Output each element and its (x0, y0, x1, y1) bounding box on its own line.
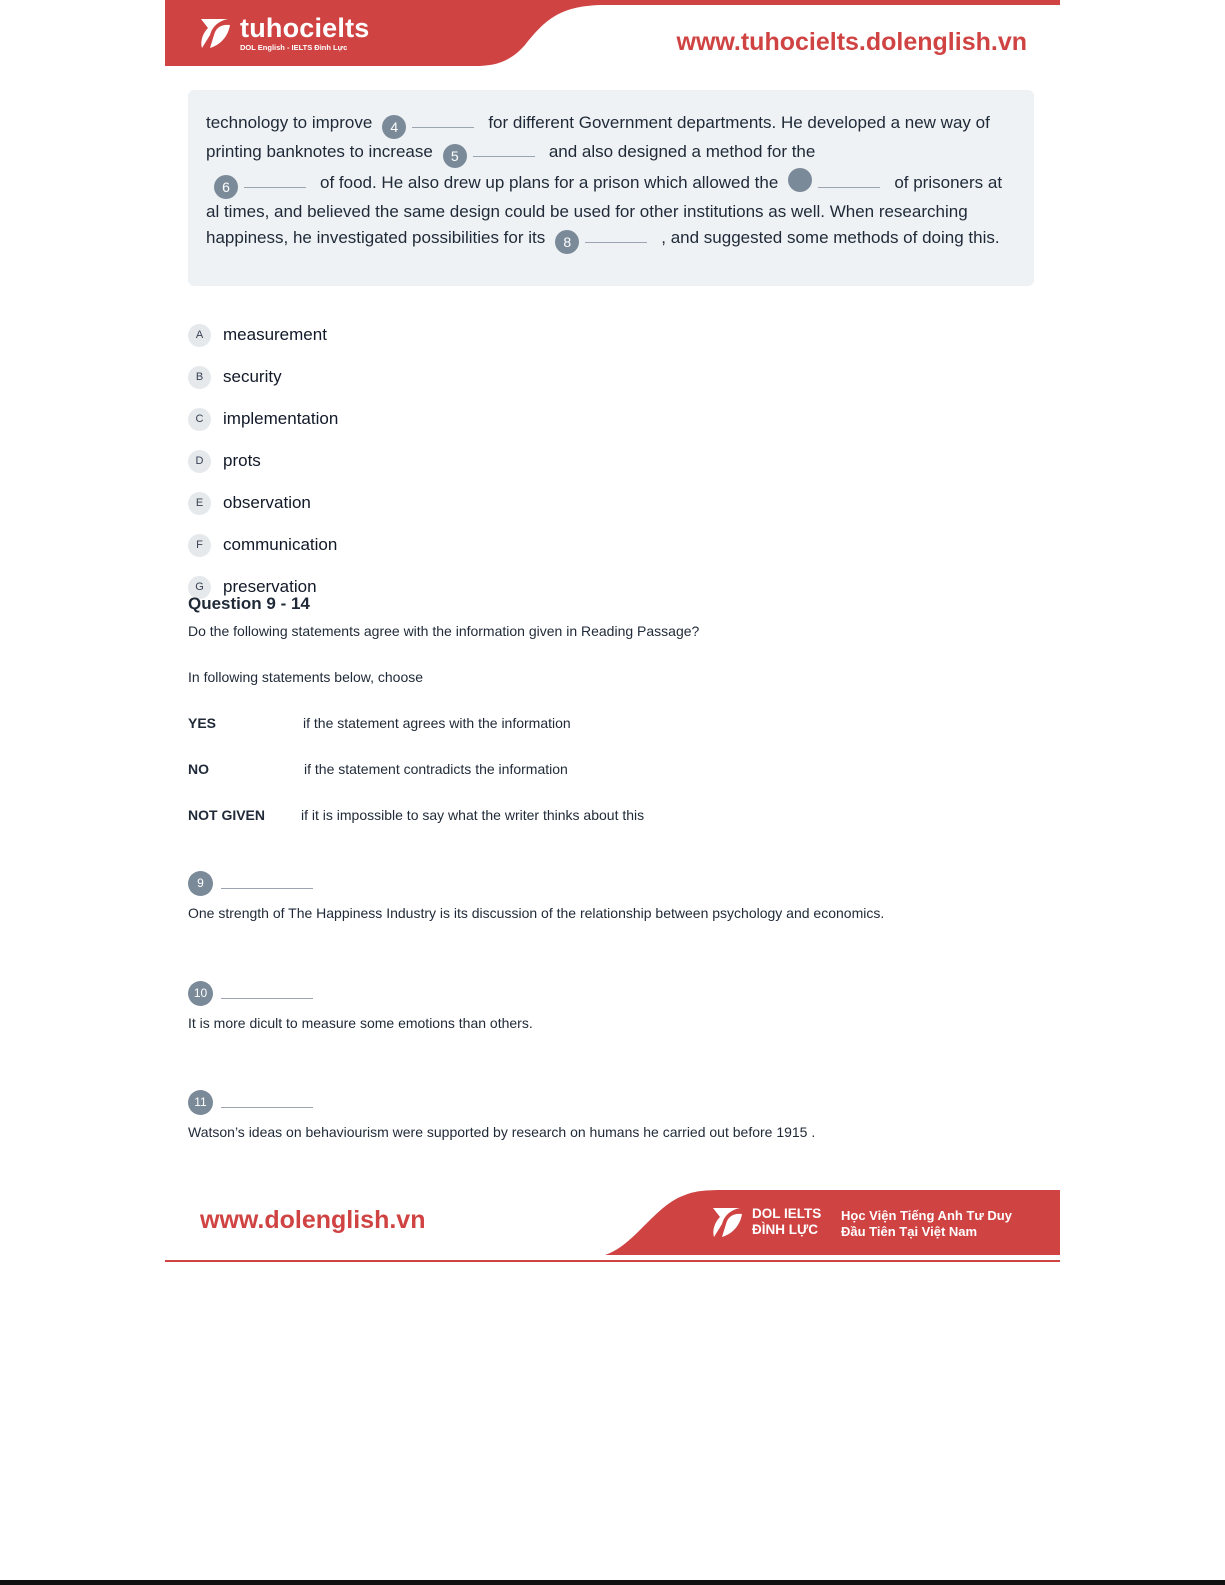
option-text: measurement (223, 325, 327, 344)
passage-segment: and also designed a method for the (548, 142, 816, 161)
header-url-link[interactable]: www.tuhocielts.dolenglish.vn (676, 28, 1027, 56)
option-text: communication (223, 535, 338, 554)
option-letter: B (188, 366, 211, 389)
gap-badge-6: 6 (214, 175, 238, 199)
question-number: 9 (188, 871, 213, 896)
passage-text (206, 110, 1016, 254)
page-header (165, 0, 1060, 67)
answer-options (188, 314, 338, 608)
question-number: 11 (188, 1090, 213, 1115)
footer-brand-line2: ĐÌNH LỰC (752, 1222, 818, 1237)
passage-segment: , and suggested some methods of doing this. (661, 228, 1000, 248)
gap-blank-6[interactable] (244, 175, 306, 188)
gap-badge-7 (788, 168, 812, 192)
document-page (165, 0, 1060, 1265)
question-text: Watson’s ideas on behaviourism were supported by research on humans he carried out before 1915 . (188, 1124, 816, 1140)
option-text: preservation (223, 577, 317, 596)
gap-badge-5: 5 (443, 144, 467, 168)
option-letter: E (188, 492, 211, 515)
section-title: Question 9 - 14 (188, 594, 310, 613)
option-letter: D (188, 450, 211, 473)
instruction-text: In following statements below, choose (188, 669, 424, 685)
option-item[interactable] (188, 524, 338, 566)
answer-key: YES (188, 715, 217, 731)
option-item[interactable] (188, 440, 338, 482)
gap-badge-8: 8 (555, 230, 579, 254)
option-item[interactable] (188, 482, 338, 524)
passage-segment: for different Government departments. He developed a new way of printing banknotes to increase (206, 113, 990, 161)
gap-blank-8[interactable] (585, 230, 647, 243)
footer-url-link[interactable]: www.dolenglish.vn (200, 1206, 426, 1234)
question-number: 10 (188, 981, 213, 1006)
gap-blank-4[interactable] (412, 115, 474, 128)
passage-segment: of food. He also drew up plans for a prison which allowed the (320, 173, 779, 192)
answer-blank[interactable] (221, 888, 313, 889)
footer-logo-mark-icon (710, 1204, 746, 1240)
logo-mark-icon (198, 15, 234, 51)
option-text: observation (223, 493, 311, 512)
answer-blank[interactable] (221, 998, 313, 999)
header-logo[interactable] (198, 14, 370, 52)
answer-key-description: if it is impossible to say what the writer thinks about this (301, 807, 645, 823)
option-letter: C (188, 408, 211, 431)
option-letter: G (188, 576, 211, 599)
answer-key-description: if the statement agrees with the information (303, 715, 571, 731)
option-item[interactable] (188, 356, 338, 398)
answer-key-description: if the statement contradicts the information (304, 761, 568, 777)
footer-tagline (841, 1208, 1012, 1240)
viewer-bottom-edge (0, 1580, 1225, 1585)
passage-segment: of prisoners at al times, and believed the same design could be used for other institutions as well. When researching happiness, he investigated possibilities for its (206, 173, 1003, 248)
logo-subtitle: DOL English - IELTS Đình Lực (240, 43, 348, 52)
question-text: It is more dicult to measure some emotions than others. (188, 1015, 533, 1031)
passage-segment: technology to improve (206, 113, 373, 132)
logo-name: tuhocielts (240, 13, 370, 43)
option-item[interactable] (188, 398, 338, 440)
option-text: security (223, 367, 282, 386)
footer-brand (710, 1204, 821, 1240)
summary-passage (188, 90, 1034, 286)
option-letter: F (188, 534, 211, 557)
footer-brand-line1: DOL IELTS (752, 1206, 822, 1221)
footer-tagline-line1: Học Viện Tiếng Anh Tư Duy (841, 1208, 1012, 1223)
answer-key: NOT GIVEN (188, 807, 266, 823)
option-letter: A (188, 324, 211, 347)
answer-key: NO (188, 761, 209, 777)
page-footer (165, 1190, 1060, 1265)
question-text: One strength of The Happiness Industry is its discussion of the relationship between psychology and economics. (188, 905, 885, 921)
option-text: implementation (223, 409, 339, 428)
gap-blank-5[interactable] (473, 144, 535, 157)
option-item[interactable] (188, 314, 338, 356)
answer-blank[interactable] (221, 1107, 313, 1108)
footer-tagline-line2: Đầu Tiên Tại Việt Nam (841, 1224, 978, 1239)
gap-blank-7[interactable] (818, 175, 880, 188)
option-text: prots (223, 451, 261, 470)
gap-badge-4: 4 (382, 115, 406, 139)
instruction-text: Do the following statements agree with the information given in Reading Passage? (188, 623, 700, 639)
